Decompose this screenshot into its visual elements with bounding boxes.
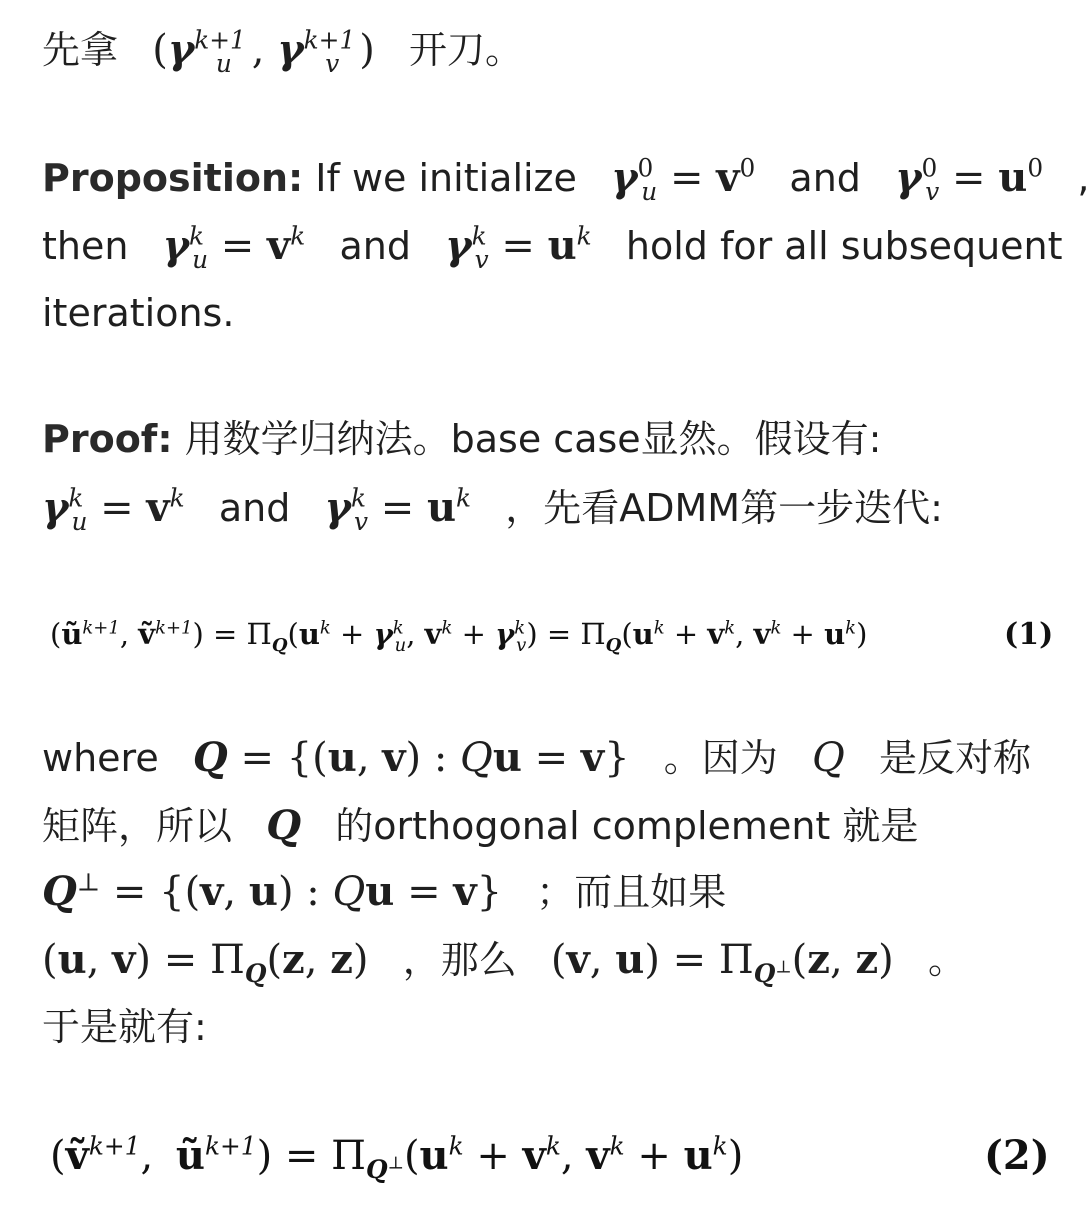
where-text-8: 于是就有: bbox=[42, 1005, 207, 1049]
where-math-4: (v, $u) = \Pi_{Q^\perp}(z$, z) bbox=[550, 936, 894, 988]
where-text-1: 。因为 bbox=[663, 736, 778, 780]
equation-2-number: (2) bbox=[984, 1132, 1050, 1179]
proposition-then: then bbox=[42, 224, 129, 268]
where-math-2: Q⊥ = {(v, u) : Qu = v} bbox=[42, 867, 503, 915]
equation-1-number: (1) bbox=[1004, 617, 1054, 652]
proposition-math-2: $\gamma^0_v = u^0$ bbox=[895, 153, 1044, 206]
where-math-Q: Q bbox=[811, 735, 845, 781]
where-line-2 bbox=[42, 802, 919, 849]
proposition-label: Proposition: bbox=[42, 156, 304, 200]
where-line-5 bbox=[42, 1005, 207, 1049]
proof-math-1: $\gamma^k_u = v^k$ bbox=[42, 483, 185, 536]
proof-text-2: ，先看ADMM第一步迭代: bbox=[505, 486, 943, 530]
where-text-3: 矩阵，所以 bbox=[42, 804, 233, 848]
proof-line-2 bbox=[42, 483, 943, 536]
where-text-7: 。 bbox=[927, 938, 966, 982]
proof-label: Proof: bbox=[42, 417, 173, 461]
where-math-calQ: Q bbox=[266, 802, 302, 849]
proposition-line-2 bbox=[42, 221, 1063, 274]
proposition-math-1: $\gamma^0_u = v^0$ bbox=[611, 153, 756, 206]
proposition-math-3: $\gamma^k_u = v^k$ bbox=[162, 221, 306, 274]
proposition-and-2: and bbox=[339, 224, 411, 268]
where-text-2: 是反对称 bbox=[878, 736, 1031, 780]
equation-1: ($ũ^{k+1}$, ṽ$^{k+1}$) = $\Pi_Q(u^k + \gamma^k_u$, $v^k + \gamma^k_v) = \Pi_Q(u^k + v^k$, $v^k + u^k$) bbox=[50, 617, 868, 656]
intro-math: ($\gamma^{k+1}_u$ , $\gamma^{k+1}_v$ ) bbox=[152, 25, 375, 78]
where-text-4: 的orthogonal complement 就是 bbox=[335, 804, 919, 848]
where-text-6: ，那么 bbox=[402, 938, 517, 982]
proof-line-1 bbox=[42, 417, 882, 461]
intro-text-before: 先拿 bbox=[42, 28, 119, 72]
where-word: where bbox=[42, 736, 159, 780]
proposition-hold: hold for all subsequent bbox=[625, 224, 1063, 268]
where-line-1 bbox=[42, 734, 1031, 781]
proposition-comma: , bbox=[1077, 156, 1089, 200]
proof-text-1: 用数学归纳法。base case显然。假设有: bbox=[184, 417, 882, 461]
proposition-line-1 bbox=[42, 153, 1089, 206]
where-math-1: Q = {(u, v) : Qu = v} bbox=[192, 734, 630, 781]
intro-line bbox=[42, 25, 524, 78]
proof-math-2: $\gamma^k_v = u^k$ bbox=[324, 483, 472, 536]
equation-2: (ṽ$^{k+1}$, $ũ^{k+1}) = \Pi_{Q^\perp}(u^k + v^k$, $v^k + u^k$) bbox=[50, 1131, 744, 1184]
where-line-4 bbox=[42, 936, 966, 988]
proposition-text-1: If we initialize bbox=[315, 156, 577, 200]
intro-text-after: 开刀。 bbox=[409, 28, 524, 72]
where-line-3 bbox=[42, 867, 727, 915]
proposition-math-4: $\gamma^k_v = u^k$ bbox=[445, 221, 592, 274]
proposition-line-3 bbox=[42, 291, 235, 335]
where-text-5: ；而且如果 bbox=[536, 870, 727, 914]
proposition-and-1: and bbox=[789, 156, 861, 200]
proposition-iterations: iterations. bbox=[42, 291, 235, 335]
proof-and: and bbox=[218, 486, 291, 530]
where-math-3: (u, $v) = \Pi_Q(z$, z) bbox=[42, 936, 369, 988]
